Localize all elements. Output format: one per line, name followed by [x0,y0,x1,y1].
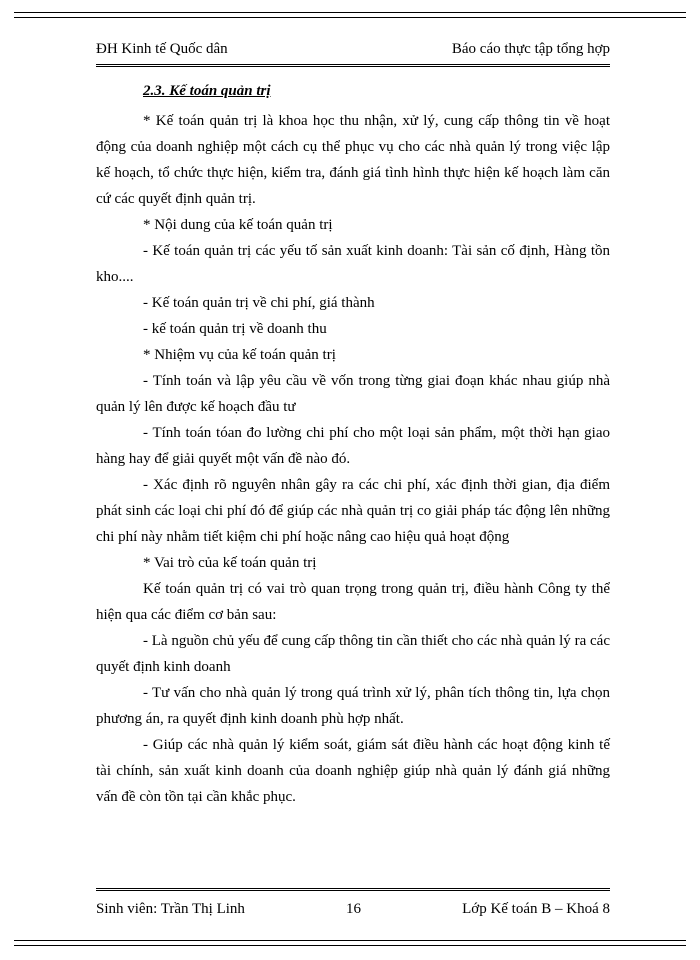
page-border-top [14,12,686,18]
header-university: ĐH Kinh tế Quốc dân [96,41,228,57]
section-title: 2.3. Kế toán quản trị [143,83,271,99]
paragraph: * Nhiệm vụ của kế toán quản trị [143,347,336,363]
header-rule [96,64,610,67]
paragraph: - Xác định rõ nguyên nhân gây ra các chi phí, xác định thời gian, địa điểm phát sinh các loại chi phí đó để giúp các nhà quản trị co giải pháp tác động lên những chi phí này nhằm tiết kiệm chi phí hoặc nâng cao hiệu quả hoạt động [96,477,610,545]
paragraph: - Tính toán tóan đo lường chi phí cho một loại sản phẩm, một thời hạn giao hàng hay để giải quyết một vấn đề nào đó. [96,425,610,467]
paragraph: - Kế toán quản trị các yếu tố sản xuất kinh doanh: Tài sản cố định, Hàng tồn kho.... [96,243,610,285]
page-border-bottom [14,940,686,946]
footer-rule [96,888,610,891]
document-body [96,78,610,810]
paragraph: - Kế toán quản trị về chi phí, giá thành [143,295,375,311]
paragraph: - kế toán quản trị về doanh thu [143,321,327,337]
paragraph: - Giúp các nhà quản lý kiểm soát, giám sát điều hành các hoạt động kinh tế tài chính, sản xuất kinh doanh của doanh nghiệp giúp nhà quản lý đánh giá những vấn đề còn tồn tại cần khắc phục. [96,737,610,805]
paragraph: - Là nguồn chủ yếu để cung cấp thông tin cần thiết cho các nhà quản lý ra các quyết định kinh doanh [96,633,610,675]
footer-class: Lớp Kế toán B – Khoá 8 [462,901,610,917]
paragraph: * Kế toán quản trị là khoa học thu nhận, xử lý, cung cấp thông tin về hoạt động của doanh nghiệp một cách cụ thể phục vụ cho các nhà quản lý trong việc lập kế hoạch, tổ chức thực hiện, kiểm tra, đánh giá tình hình thực hiện kế hoạch làm căn cứ các quyết định quản trị. [96,113,610,207]
footer-student: Sinh viên: Trần Thị Linh [96,901,245,917]
footer-page-number: 16 [346,901,361,917]
paragraph: * Vai trò của kế toán quản trị [143,555,317,571]
header-report-title: Báo cáo thực tập tổng hợp [451,41,610,57]
paragraph: - Tính toán và lập yêu cầu về vốn trong từng giai đoạn khác nhau giúp nhà quản lý lên được kế hoạch đầu tư [96,373,610,415]
paragraph: - Tư vấn cho nhà quản lý trong quá trình xử lý, phân tích thông tin, lựa chọn phương án, ra quyết định kinh doanh phù hợp nhất. [96,685,610,727]
paragraph: Kế toán quản trị có vai trò quan trọng trong quản trị, điều hành Công ty thể hiện qua các điểm cơ bản sau: [96,581,610,623]
paragraph: * Nội dung của kế toán quản trị [143,217,333,233]
